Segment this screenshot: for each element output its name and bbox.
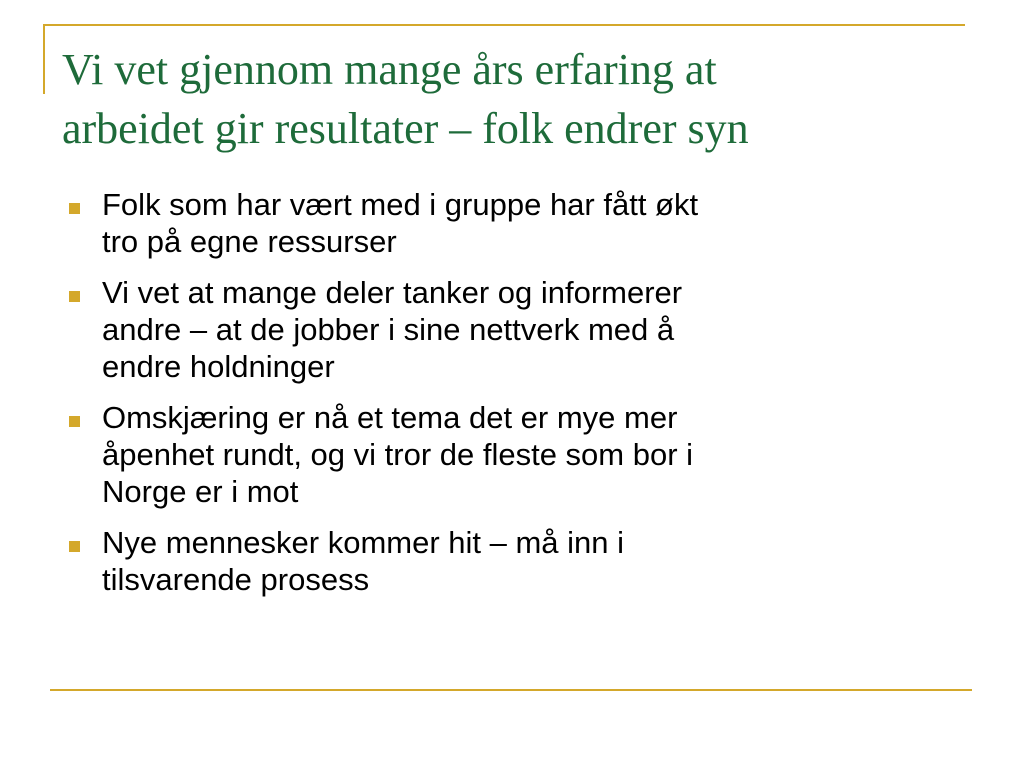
bullet-text-line: åpenhet rundt, og vi tror de fleste som bor i xyxy=(102,437,694,472)
left-accent-divider xyxy=(43,24,45,94)
square-bullet-icon xyxy=(69,541,80,552)
bullet-text-line: tro på egne ressurser xyxy=(102,224,397,259)
bottom-divider xyxy=(50,689,972,691)
bullet-text-line: Norge er i mot xyxy=(102,474,299,509)
title-line: arbeidet gir resultater – folk endrer syn xyxy=(62,104,749,153)
bullet-item xyxy=(62,399,962,510)
square-bullet-icon xyxy=(69,203,80,214)
bullet-text-line: tilsvarende prosess xyxy=(102,562,370,597)
square-bullet-icon xyxy=(69,291,80,302)
bullet-text-line: Omskjæring er nå et tema det er mye mer xyxy=(102,400,678,435)
square-bullet-icon xyxy=(69,416,80,427)
bullet-item xyxy=(62,524,962,598)
slide-title xyxy=(62,40,962,158)
bullet-text-line: Vi vet at mange deler tanker og informerer xyxy=(102,275,683,310)
bullet-list xyxy=(62,186,962,612)
bullet-text-line: Folk som har vært med i gruppe har fått økt xyxy=(102,187,699,222)
bullet-text-line: Nye mennesker kommer hit – må inn i xyxy=(102,525,625,560)
top-divider xyxy=(43,24,965,26)
bullet-text-line: endre holdninger xyxy=(102,349,335,384)
bullet-item xyxy=(62,274,962,385)
title-line: Vi vet gjennom mange års erfaring at xyxy=(62,45,717,94)
bullet-text-line: andre – at de jobber i sine nettverk med å xyxy=(102,312,675,347)
bullet-item xyxy=(62,186,962,260)
